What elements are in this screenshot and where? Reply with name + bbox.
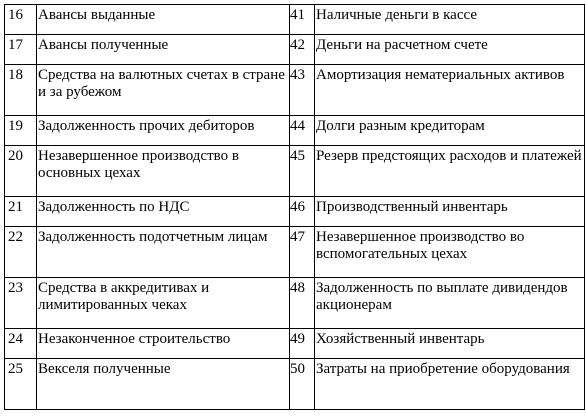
item-number: 19 [5,116,37,146]
table-row [5,359,585,410]
item-number: 42 [290,35,315,65]
item-number: 20 [5,146,37,197]
item-number: 47 [290,227,315,278]
item-number: 23 [5,278,37,329]
item-text: Деньги на расчетном счете [315,35,585,65]
accounts-table [4,4,585,410]
item-text: Средства на валютных счетах в стране и за рубежом [37,65,290,116]
table-row [5,227,585,278]
item-text: Средства в аккредитивах и лимитированных чеках [37,278,290,329]
item-number: 18 [5,65,37,116]
item-text: Задолженность прочих дебиторов [37,116,290,146]
item-number: 45 [290,146,315,197]
item-number: 41 [290,5,315,35]
table-row [5,197,585,227]
item-text: Долги разным кредиторам [315,116,585,146]
item-text: Задолженность подотчетным лицам [37,227,290,278]
item-text: Авансы полученные [37,35,290,65]
item-number: 21 [5,197,37,227]
item-text: Хозяйственный инвентарь [315,329,585,359]
table-row [5,329,585,359]
item-number: 25 [5,359,37,410]
item-number: 22 [5,227,37,278]
item-number: 46 [290,197,315,227]
table-row [5,278,585,329]
table-row [5,65,585,116]
table-row [5,146,585,197]
item-number: 48 [290,278,315,329]
table-row [5,5,585,35]
item-text: Векселя полученные [37,359,290,410]
item-number: 43 [290,65,315,116]
item-text: Незавершенное производство во вспомогательных цехах [315,227,585,278]
item-text: Задолженность по НДС [37,197,290,227]
item-text: Производственный инвентарь [315,197,585,227]
accounts-table-body [5,5,585,410]
item-number: 24 [5,329,37,359]
item-text: Наличные деньги в кассе [315,5,585,35]
table-row [5,116,585,146]
item-number: 50 [290,359,315,410]
item-text: Незаконченное строительство [37,329,290,359]
item-number: 17 [5,35,37,65]
item-text: Незавершенное производство в основных цехах [37,146,290,197]
item-text: Авансы выданные [37,5,290,35]
item-text: Резерв предстоящих расходов и платежей [315,146,585,197]
item-text: Задолженность по выплате дивидендов акционерам [315,278,585,329]
item-number: 44 [290,116,315,146]
item-text: Затраты на приобретение оборудования [315,359,585,410]
item-text: Амортизация нематериальных активов [315,65,585,116]
item-number: 49 [290,329,315,359]
item-number: 16 [5,5,37,35]
table-row [5,35,585,65]
